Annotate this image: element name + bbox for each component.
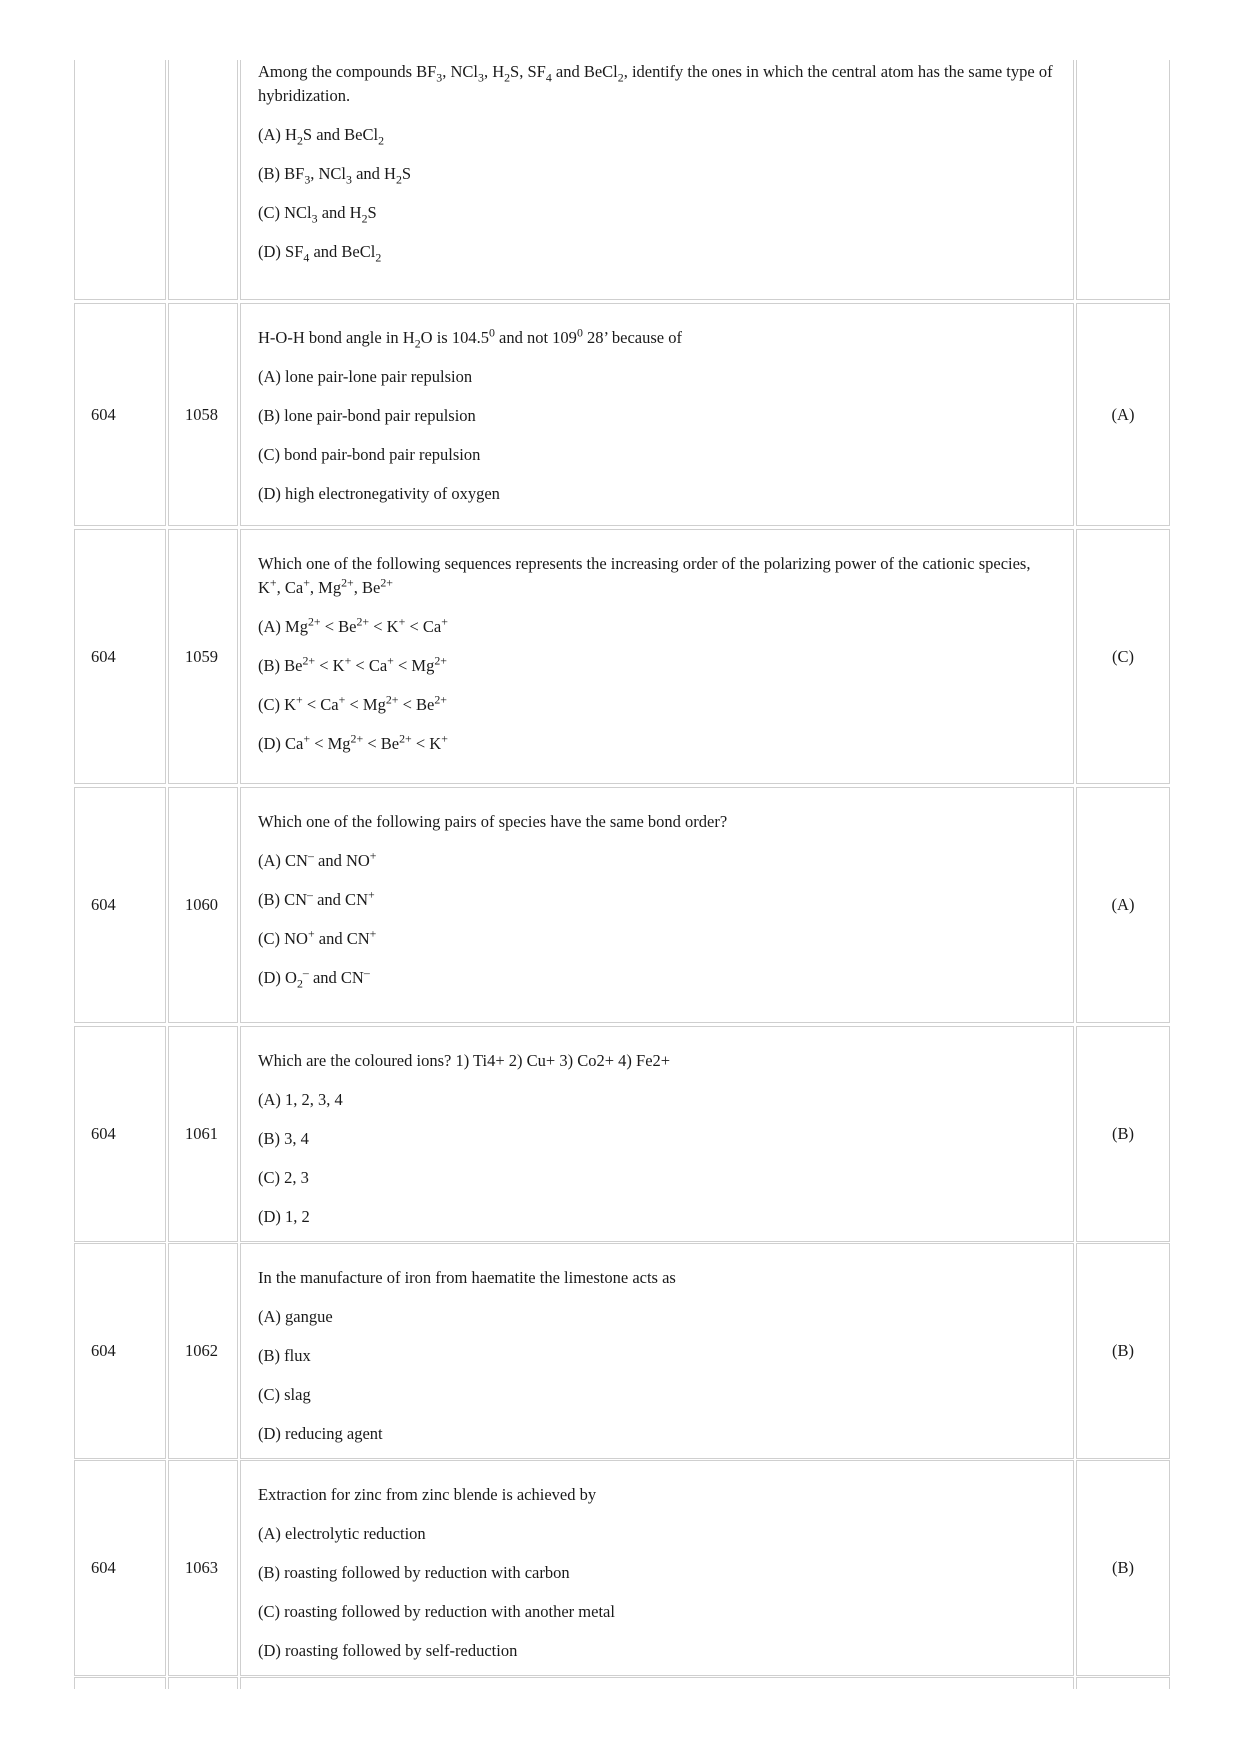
question-id-cell: 1058: [168, 303, 238, 526]
option-d: (D) 1, 2: [258, 1207, 310, 1226]
continuation-cell: [168, 1677, 238, 1689]
option-a: (A) electrolytic reduction: [258, 1524, 426, 1543]
subject-code-cell: 604: [74, 1243, 166, 1459]
question-text: H-O-H bond angle in $H_2O$ is 104.5$^0$ and not $109^0$ 28’ because of: [258, 325, 682, 351]
question-text: Extraction for zinc from zinc blende is achieved by: [258, 1485, 597, 1504]
subject-code-cell: 604: [74, 529, 166, 784]
question-id-cell: 1059: [168, 529, 238, 784]
answer-cell: (B): [1076, 1460, 1170, 1676]
table-row: [74, 60, 1170, 300]
subject-code-cell: 604: [74, 787, 166, 1023]
answer-cell: (A): [1076, 303, 1170, 526]
option-c: (C) bond pair-bond pair repulsion: [258, 445, 481, 464]
subject-code-cell: 604: [74, 1026, 166, 1242]
option-b: (B) CN– and CN+: [258, 887, 375, 909]
question-id-cell: [168, 60, 238, 300]
question-text: Which one of the following pairs of species have the same bond order?: [258, 812, 728, 831]
continuation-cell: [74, 1677, 166, 1689]
table-row: [74, 303, 1170, 526]
question-cell: [240, 1026, 1074, 1242]
option-b: (B) $Be^{2+} < K^+ < Ca^+ < Mg^{2+}$: [258, 653, 447, 675]
option-d: (D) reducing agent: [258, 1424, 383, 1443]
option-b: (B) roasting followed by reduction with carbon: [258, 1563, 570, 1582]
question-text: In the manufacture of iron from haematite the limestone acts as: [258, 1268, 676, 1287]
table-row: [74, 529, 1170, 784]
question-id-cell: 1062: [168, 1243, 238, 1459]
option-b: (B) 3, 4: [258, 1129, 309, 1148]
subject-code-cell: 604: [74, 1460, 166, 1676]
table-row: [74, 1243, 1170, 1457]
question-cell: [240, 787, 1074, 1023]
table-row-continuation: [74, 1677, 1170, 1689]
option-d: (D) $SF_4$ and BeCl$_2$: [258, 242, 382, 265]
question-id-cell: 1063: [168, 1460, 238, 1676]
question-text: Which one of the following sequences represents the increasing order of the polarizing power of the cationic species, K+, Ca+, $Mg^{2+}$, $Be^{2+}$: [258, 554, 1031, 597]
question-cell: [240, 60, 1074, 300]
question-cell: [240, 529, 1074, 784]
question-cell: [240, 1243, 1074, 1459]
answer-cell: (B): [1076, 1026, 1170, 1242]
option-b: (B) flux: [258, 1346, 311, 1365]
option-a: (A) lone pair-lone pair repulsion: [258, 367, 473, 386]
table-row: [74, 787, 1170, 1023]
option-a: (A) $Mg^{2+} < Be^{2+} < K^+ < Ca^+$: [258, 614, 448, 636]
option-c: (C) NO+ and CN+: [258, 926, 377, 948]
option-c: (C) NCl$_3$ and $H_2S$: [258, 203, 377, 226]
table-row: [74, 1460, 1170, 1674]
question-id-cell: 1061: [168, 1026, 238, 1242]
option-c: (C) roasting followed by reduction with another metal: [258, 1602, 615, 1621]
option-d: (D) roasting followed by self-reduction: [258, 1641, 518, 1660]
option-a: (A) $H_2S$ and BeCl$_2$: [258, 125, 384, 148]
continuation-cell: [240, 1677, 1074, 1689]
option-c: (C) slag: [258, 1385, 311, 1404]
option-d: (D) high electronegativity of oxygen: [258, 484, 500, 503]
option-a: (A) gangue: [258, 1307, 333, 1326]
answer-cell: [1076, 60, 1170, 300]
option-b: (B) $BF_3$, NCl$_3$ and $H_2S$: [258, 164, 412, 187]
option-d: (D) $O_2^-$ and CN–: [258, 965, 370, 991]
table-row: [74, 1026, 1170, 1240]
subject-code-cell: 604: [74, 303, 166, 526]
option-a: (A) 1, 2, 3, 4: [258, 1090, 343, 1109]
continuation-cell: [1076, 1677, 1170, 1689]
option-d: (D) $Ca^+ < Mg^{2+} < Be^{2+} < K^+$: [258, 731, 448, 753]
subject-code-cell: [74, 60, 166, 300]
answer-cell: (C): [1076, 529, 1170, 784]
question-text: Among the compounds $BF_3$, NCl$_3$, $H_2S$, $SF_4$ and BeCl$_2$, identify the ones in which the central atom has the same type of hybridization.: [258, 62, 1053, 105]
question-table: [74, 60, 1170, 1689]
answer-cell: (A): [1076, 787, 1170, 1023]
option-c: (C) 2, 3: [258, 1168, 309, 1187]
question-text: Which are the coloured ions? 1) Ti4+ 2) Cu+ 3) Co2+ 4) Fe2+: [258, 1051, 671, 1070]
question-id-cell: 1060: [168, 787, 238, 1023]
question-cell: [240, 303, 1074, 526]
option-b: (B) lone pair-bond pair repulsion: [258, 406, 476, 425]
option-a: (A) CN– and NO+: [258, 848, 377, 870]
question-cell: [240, 1460, 1074, 1676]
option-c: (C) $K^+ < Ca^+ < Mg^{2+} < Be^{2+}$: [258, 692, 447, 714]
answer-cell: (B): [1076, 1243, 1170, 1459]
